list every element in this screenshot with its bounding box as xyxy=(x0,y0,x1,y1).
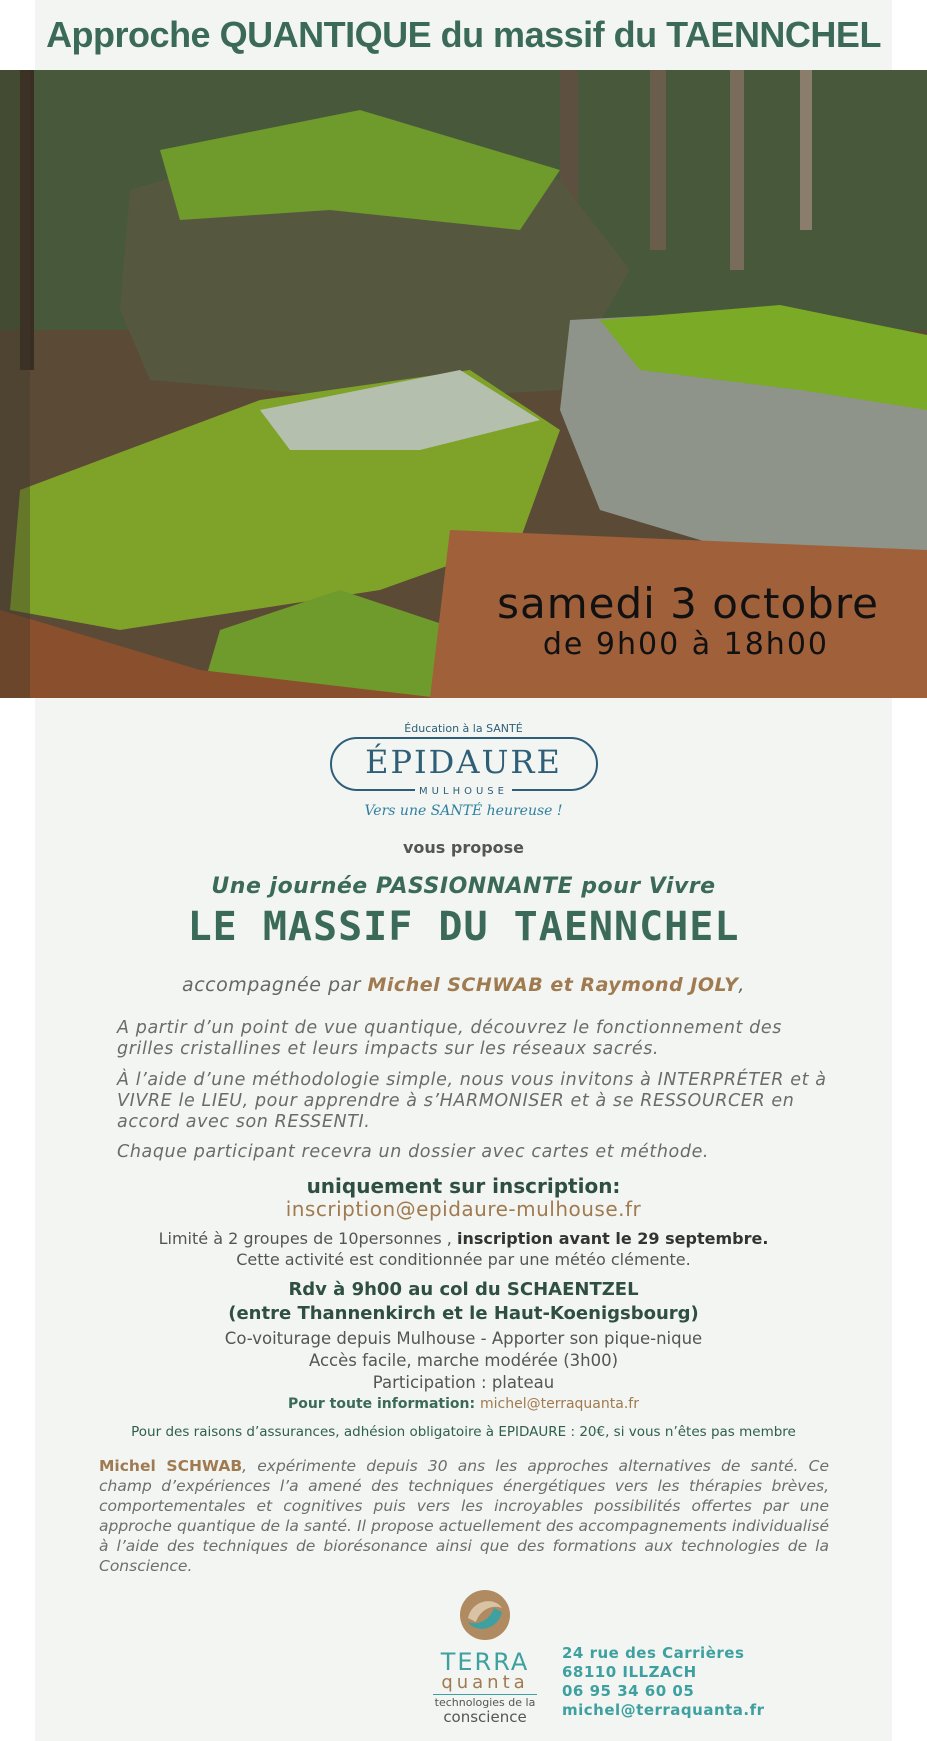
logo-tagline: Vers une SANTÉ heureuse ! xyxy=(364,803,563,819)
accomp-suffix: , xyxy=(738,974,745,996)
terra-name: TERRA xyxy=(440,1648,530,1676)
terra-quanta: quanta xyxy=(441,1672,529,1693)
bio-name: Michel SCHWAB xyxy=(99,1457,243,1475)
practical-block xyxy=(0,1328,927,1394)
limit-block xyxy=(0,1228,927,1270)
rdv-line1: Rdv à 9h00 au col du SCHAENTZEL xyxy=(288,1279,639,1300)
meteo-text: Cette activité est conditionnée par une météo clémente. xyxy=(236,1250,691,1269)
terra-divider xyxy=(433,1694,537,1695)
paragraph-dossier: Chaque participant recevra un dossier avec cartes et méthode. xyxy=(117,1142,710,1162)
contact-email-link[interactable]: michel@terraquanta.fr xyxy=(562,1701,765,1719)
logo-city: MULHOUSE xyxy=(415,786,512,797)
contact-phone[interactable]: 06 95 34 60 05 xyxy=(562,1682,695,1700)
assurance-bold: Pour des raisons d’assurances, adhésion obligatoire à EPIDAURE : 20€ xyxy=(131,1424,606,1440)
inscription-email-link[interactable]: inscription@epidaure-mulhouse.fr xyxy=(285,1197,642,1221)
logo-top-text: Éducation à la SANTÉ xyxy=(404,722,523,735)
contact-block xyxy=(562,1644,765,1720)
terra-emblem-icon xyxy=(458,1588,512,1642)
logo-oval xyxy=(330,737,598,797)
info-email-link[interactable]: michel@terraquanta.fr xyxy=(479,1396,639,1412)
page-title: Approche QUANTIQUE du massif du TAENNCHEL xyxy=(46,14,881,55)
limit-text: Limité à 2 groupes de 10personnes , xyxy=(158,1229,452,1248)
accompagnee-line xyxy=(0,974,927,996)
terra-conscience: conscience xyxy=(443,1708,527,1726)
accomp-names: Michel SCHWAB et Raymond JOLY xyxy=(367,974,739,996)
assurance-rest: , si vous n’êtes pas membre xyxy=(605,1424,796,1440)
massif-heading: LE MASSIF DU TAENNCHEL xyxy=(187,904,740,950)
terra-quanta-logo xyxy=(420,1588,550,1725)
accomp-prefix: accompagnée par xyxy=(182,974,361,996)
info-line xyxy=(0,1396,927,1412)
logo-name: ÉPIDAURE xyxy=(365,743,562,781)
limit-deadline: inscription avant le 29 septembre. xyxy=(456,1229,769,1248)
bio-paragraph xyxy=(99,1456,829,1576)
rdv-block xyxy=(0,1278,927,1326)
paragraph-quantique: A partir d’un point de vue quantique, découvrez le fonctionnement des grilles cristallines et leurs impacts sur les réseaux sacrés. xyxy=(117,1018,782,1059)
journee-heading: Une journée PASSIONNANTE pour Vivre xyxy=(211,874,716,899)
practical-line1: Co-voiturage depuis Mulhouse - Apporter son pique-nique xyxy=(224,1329,703,1348)
propose-text: vous propose xyxy=(402,838,525,857)
terra-tech: technologies de la xyxy=(434,1696,536,1709)
epidaure-logo xyxy=(0,722,927,819)
inscription-label: uniquement sur inscription: xyxy=(306,1174,621,1198)
paragraph-methodologie: À l’aide d’une méthodologie simple, nous vous invitons à INTERPRÉTER et à VIVRE le LIEU, pour apprendre à s’HARMONISER et à se RESSOURCER en accord avec son RESSENTI. xyxy=(117,1070,827,1132)
event-date-block xyxy=(497,580,879,662)
assurance-line xyxy=(0,1424,927,1440)
event-date: samedi 3 octobre xyxy=(497,579,879,628)
practical-line3: Participation : plateau xyxy=(372,1373,555,1392)
practical-line2: Accès facile, marche modérée (3h00) xyxy=(308,1351,619,1370)
rdv-line2: (entre Thannenkirch et le Haut-Koenigsbourg) xyxy=(228,1303,699,1324)
contact-street: 24 rue des Carrières xyxy=(562,1644,745,1662)
bio-text: , expérimente depuis 30 ans les approches alternatives de santé. Ce champ d’expériences l’a amené des techniques énergétiques vers les thérapies brèves, comportementales et cognitives puis vers les incroyables possibilités offertes par une approche quantique de la santé. Il propose actuellement des accompagnements individualisé à l’aide des techniques de biorésonance ainsi que des formations aux technologies de la Conscience. xyxy=(99,1457,830,1575)
info-label: Pour toute information: xyxy=(288,1396,476,1412)
contact-city: 68110 ILLZACH xyxy=(562,1663,697,1681)
event-hours: de 9h00 à 18h00 xyxy=(542,627,829,662)
